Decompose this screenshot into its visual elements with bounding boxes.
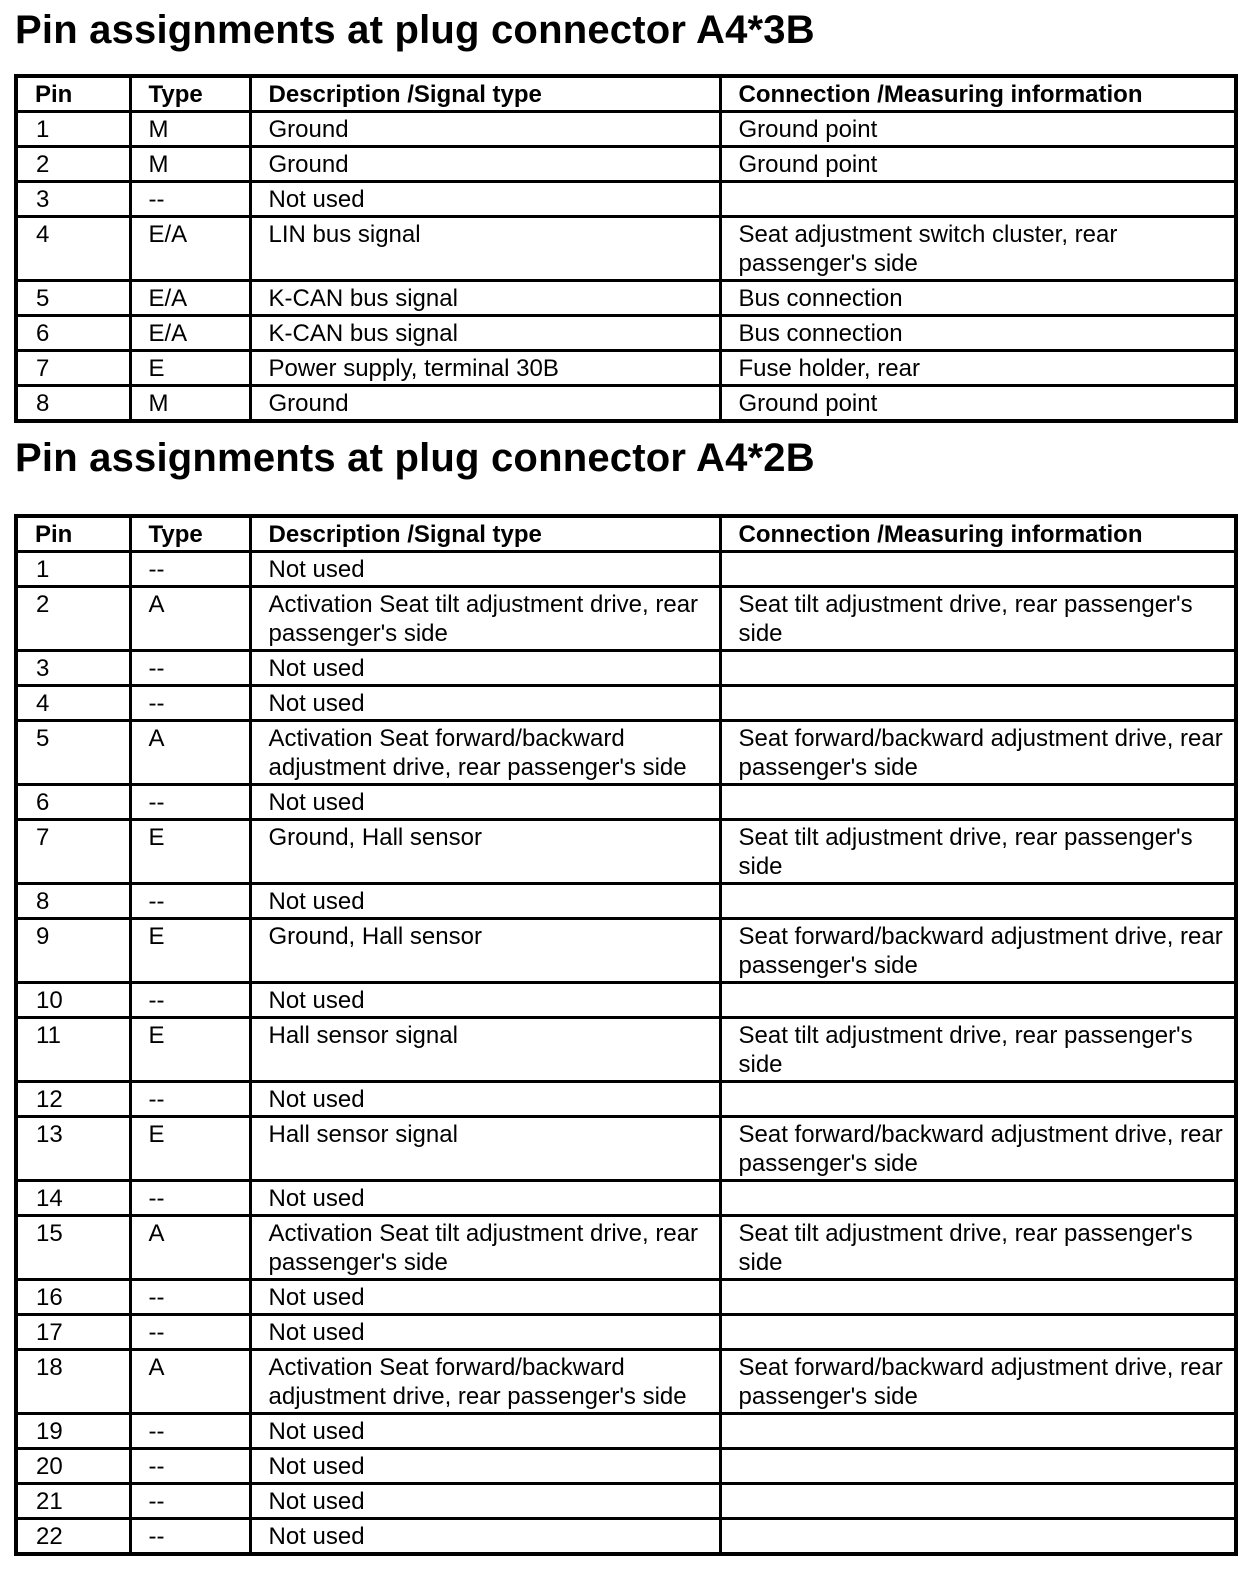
table-row bbox=[16, 884, 1236, 919]
pin-cell: 5 bbox=[16, 721, 130, 785]
description-cell: Not used bbox=[250, 686, 720, 721]
table-row bbox=[16, 1216, 1236, 1280]
type-cell: M bbox=[130, 112, 250, 147]
connection-cell: Ground point bbox=[720, 386, 1236, 422]
type-cell: E bbox=[130, 919, 250, 983]
pin-cell: 7 bbox=[16, 351, 130, 386]
type-cell: -- bbox=[130, 884, 250, 919]
description-cell: Activation Seat forward/backward adjustment drive, rear passenger's side bbox=[250, 721, 720, 785]
table-row bbox=[16, 1082, 1236, 1117]
pin-cell: 6 bbox=[16, 316, 130, 351]
connection-cell bbox=[720, 552, 1236, 587]
type-cell: -- bbox=[130, 651, 250, 686]
connection-cell bbox=[720, 785, 1236, 820]
pin-cell: 2 bbox=[16, 587, 130, 651]
pin-cell: 14 bbox=[16, 1181, 130, 1216]
type-cell: -- bbox=[130, 1519, 250, 1555]
header-connection: Connection /Measuring information bbox=[720, 516, 1236, 552]
table-header-row bbox=[16, 76, 1236, 112]
description-cell: Not used bbox=[250, 1414, 720, 1449]
connection-cell bbox=[720, 1082, 1236, 1117]
table-row bbox=[16, 1117, 1236, 1181]
type-cell: A bbox=[130, 721, 250, 785]
pin-cell: 21 bbox=[16, 1484, 130, 1519]
table-row bbox=[16, 351, 1236, 386]
connection-cell bbox=[720, 182, 1236, 217]
description-cell: Activation Seat forward/backward adjustment drive, rear passenger's side bbox=[250, 1350, 720, 1414]
pin-table-a4-2b bbox=[14, 514, 1238, 1556]
header-pin: Pin bbox=[16, 516, 130, 552]
type-cell: A bbox=[130, 1350, 250, 1414]
type-cell: M bbox=[130, 386, 250, 422]
pin-cell: 16 bbox=[16, 1280, 130, 1315]
header-type: Type bbox=[130, 516, 250, 552]
connection-cell: Seat forward/backward adjustment drive, rear passenger's side bbox=[720, 1117, 1236, 1181]
connection-cell bbox=[720, 686, 1236, 721]
table-row bbox=[16, 820, 1236, 884]
type-cell: E bbox=[130, 1117, 250, 1181]
pin-cell: 8 bbox=[16, 386, 130, 422]
type-cell: E/A bbox=[130, 281, 250, 316]
description-cell: Not used bbox=[250, 1181, 720, 1216]
table-row bbox=[16, 182, 1236, 217]
header-pin: Pin bbox=[16, 76, 130, 112]
description-cell: Not used bbox=[250, 1280, 720, 1315]
pin-cell: 18 bbox=[16, 1350, 130, 1414]
table-row bbox=[16, 686, 1236, 721]
connection-cell: Seat forward/backward adjustment drive, rear passenger's side bbox=[720, 1350, 1236, 1414]
table-row bbox=[16, 1414, 1236, 1449]
table-title-a4-3b: Pin assignments at plug connector A4*3B bbox=[15, 8, 815, 52]
description-cell: Not used bbox=[250, 1082, 720, 1117]
type-cell: -- bbox=[130, 1280, 250, 1315]
connection-cell: Bus connection bbox=[720, 316, 1236, 351]
table-row bbox=[16, 281, 1236, 316]
pin-cell: 20 bbox=[16, 1449, 130, 1484]
pin-cell: 11 bbox=[16, 1018, 130, 1082]
pin-cell: 6 bbox=[16, 785, 130, 820]
type-cell: A bbox=[130, 1216, 250, 1280]
pin-cell: 15 bbox=[16, 1216, 130, 1280]
description-cell: Not used bbox=[250, 1315, 720, 1350]
type-cell: -- bbox=[130, 1414, 250, 1449]
table-row bbox=[16, 721, 1236, 785]
connection-cell: Bus connection bbox=[720, 281, 1236, 316]
description-cell: Hall sensor signal bbox=[250, 1117, 720, 1181]
table-row bbox=[16, 386, 1236, 422]
table-row bbox=[16, 1018, 1236, 1082]
connection-cell: Seat tilt adjustment drive, rear passenger's side bbox=[720, 1018, 1236, 1082]
description-cell: Not used bbox=[250, 1484, 720, 1519]
type-cell: -- bbox=[130, 1484, 250, 1519]
table-title-a4-2b: Pin assignments at plug connector A4*2B bbox=[15, 436, 815, 480]
pin-cell: 1 bbox=[16, 112, 130, 147]
pin-cell: 3 bbox=[16, 182, 130, 217]
connection-cell bbox=[720, 1315, 1236, 1350]
connection-cell bbox=[720, 651, 1236, 686]
type-cell: -- bbox=[130, 1315, 250, 1350]
description-cell: Not used bbox=[250, 182, 720, 217]
table-row bbox=[16, 587, 1236, 651]
description-cell: LIN bus signal bbox=[250, 217, 720, 281]
type-cell: A bbox=[130, 587, 250, 651]
table-row bbox=[16, 785, 1236, 820]
table-row bbox=[16, 316, 1236, 351]
description-cell: Not used bbox=[250, 884, 720, 919]
type-cell: -- bbox=[130, 1181, 250, 1216]
connection-cell: Ground point bbox=[720, 112, 1236, 147]
connection-cell bbox=[720, 1181, 1236, 1216]
pin-cell: 9 bbox=[16, 919, 130, 983]
header-description: Description /Signal type bbox=[250, 76, 720, 112]
pin-cell: 22 bbox=[16, 1519, 130, 1555]
pin-cell: 5 bbox=[16, 281, 130, 316]
description-cell: Activation Seat tilt adjustment drive, rear passenger's side bbox=[250, 1216, 720, 1280]
connection-cell bbox=[720, 1484, 1236, 1519]
pin-cell: 1 bbox=[16, 552, 130, 587]
description-cell: Not used bbox=[250, 552, 720, 587]
connection-cell: Fuse holder, rear bbox=[720, 351, 1236, 386]
connection-cell bbox=[720, 1449, 1236, 1484]
table-row bbox=[16, 1350, 1236, 1414]
connection-cell bbox=[720, 1414, 1236, 1449]
connection-cell: Seat tilt adjustment drive, rear passenger's side bbox=[720, 820, 1236, 884]
type-cell: -- bbox=[130, 182, 250, 217]
pin-cell: 10 bbox=[16, 983, 130, 1018]
table-row bbox=[16, 651, 1236, 686]
type-cell: E/A bbox=[130, 316, 250, 351]
table-row bbox=[16, 1484, 1236, 1519]
description-cell: Not used bbox=[250, 785, 720, 820]
type-cell: E bbox=[130, 1018, 250, 1082]
pin-cell: 4 bbox=[16, 217, 130, 281]
table-row bbox=[16, 1280, 1236, 1315]
pin-cell: 19 bbox=[16, 1414, 130, 1449]
header-description: Description /Signal type bbox=[250, 516, 720, 552]
type-cell: E bbox=[130, 820, 250, 884]
table-row bbox=[16, 1315, 1236, 1350]
type-cell: -- bbox=[130, 552, 250, 587]
pin-cell: 8 bbox=[16, 884, 130, 919]
table-row bbox=[16, 112, 1236, 147]
table-header-row bbox=[16, 516, 1236, 552]
type-cell: -- bbox=[130, 785, 250, 820]
description-cell: Ground bbox=[250, 386, 720, 422]
header-connection: Connection /Measuring information bbox=[720, 76, 1236, 112]
pin-cell: 13 bbox=[16, 1117, 130, 1181]
table-row bbox=[16, 919, 1236, 983]
table-row bbox=[16, 1449, 1236, 1484]
pin-cell: 17 bbox=[16, 1315, 130, 1350]
connection-cell: Seat tilt adjustment drive, rear passenger's side bbox=[720, 587, 1236, 651]
table-row bbox=[16, 147, 1236, 182]
description-cell: Activation Seat tilt adjustment drive, rear passenger's side bbox=[250, 587, 720, 651]
pin-cell: 7 bbox=[16, 820, 130, 884]
table-row bbox=[16, 217, 1236, 281]
connection-cell: Seat adjustment switch cluster, rear passenger's side bbox=[720, 217, 1236, 281]
connection-cell bbox=[720, 1519, 1236, 1555]
description-cell: Not used bbox=[250, 983, 720, 1018]
type-cell: -- bbox=[130, 686, 250, 721]
description-cell: Not used bbox=[250, 651, 720, 686]
connection-cell bbox=[720, 983, 1236, 1018]
connection-cell: Seat tilt adjustment drive, rear passenger's side bbox=[720, 1216, 1236, 1280]
connection-cell: Seat forward/backward adjustment drive, rear passenger's side bbox=[720, 721, 1236, 785]
type-cell: -- bbox=[130, 1082, 250, 1117]
description-cell: Power supply, terminal 30B bbox=[250, 351, 720, 386]
pin-cell: 2 bbox=[16, 147, 130, 182]
type-cell: E bbox=[130, 351, 250, 386]
pin-cell: 12 bbox=[16, 1082, 130, 1117]
description-cell: Ground, Hall sensor bbox=[250, 820, 720, 884]
type-cell: M bbox=[130, 147, 250, 182]
description-cell: Not used bbox=[250, 1449, 720, 1484]
description-cell: Ground bbox=[250, 112, 720, 147]
description-cell: Ground, Hall sensor bbox=[250, 919, 720, 983]
pin-table-a4-3b bbox=[14, 74, 1238, 423]
pin-cell: 4 bbox=[16, 686, 130, 721]
table-row bbox=[16, 1519, 1236, 1555]
header-type: Type bbox=[130, 76, 250, 112]
description-cell: Hall sensor signal bbox=[250, 1018, 720, 1082]
type-cell: -- bbox=[130, 983, 250, 1018]
connection-cell bbox=[720, 884, 1236, 919]
description-cell: Ground bbox=[250, 147, 720, 182]
table-row bbox=[16, 552, 1236, 587]
table-row bbox=[16, 1181, 1236, 1216]
type-cell: E/A bbox=[130, 217, 250, 281]
table-row bbox=[16, 983, 1236, 1018]
description-cell: Not used bbox=[250, 1519, 720, 1555]
pin-cell: 3 bbox=[16, 651, 130, 686]
connection-cell bbox=[720, 1280, 1236, 1315]
type-cell: -- bbox=[130, 1449, 250, 1484]
connection-cell: Ground point bbox=[720, 147, 1236, 182]
description-cell: K-CAN bus signal bbox=[250, 281, 720, 316]
description-cell: K-CAN bus signal bbox=[250, 316, 720, 351]
connection-cell: Seat forward/backward adjustment drive, rear passenger's side bbox=[720, 919, 1236, 983]
